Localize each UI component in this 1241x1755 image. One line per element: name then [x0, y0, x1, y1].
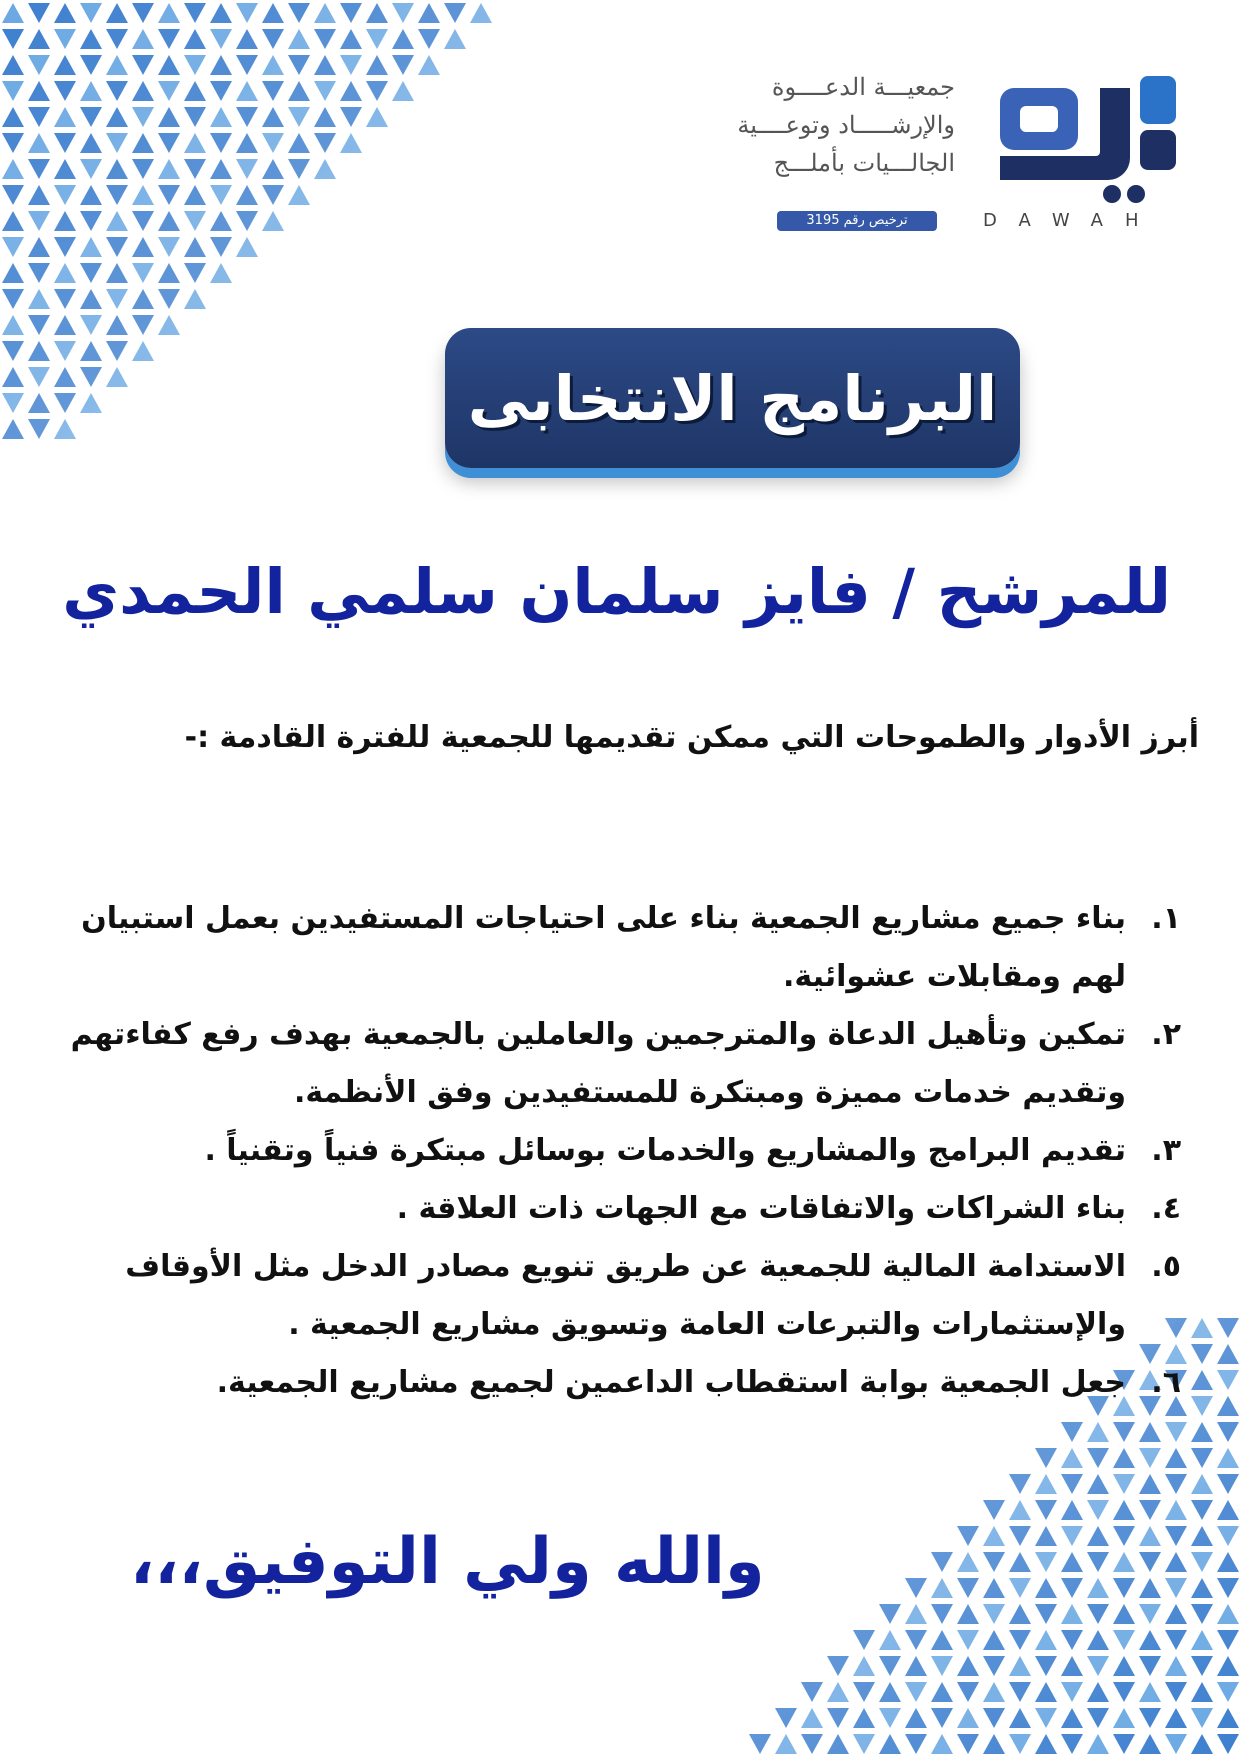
dawah-emblem-icon — [990, 70, 1190, 210]
item-number: ١. — [1151, 901, 1181, 936]
item-number: ٥. — [1151, 1249, 1181, 1284]
list-item — [51, 1354, 1181, 1412]
organization-logo — [735, 50, 1195, 250]
item-number: ٣. — [1151, 1133, 1181, 1168]
candidate-heading: للمرشح / فايز سلمان سلمي الحمدي — [62, 555, 1171, 628]
item-text: تمكين وتأهيل الدعاة والمترجمين والعاملين بالجمعية بهدف رفع كفاءتهم وتقديم خدمات مميزة ومبتكرة للمستفيدين وفق الأنظمة. — [70, 1017, 1126, 1110]
org-name-line-2: والإرشـــــاد وتوعــــية — [737, 111, 955, 139]
list-item — [51, 1180, 1181, 1238]
goals-list — [51, 890, 1181, 1412]
triangle-pattern-top-left — [0, 0, 520, 440]
closing-text: والله ولي التوفيق،،، — [130, 1525, 765, 1599]
item-text: بناء الشراكات والاتفاقات مع الجهات ذات العلاقة . — [396, 1191, 1126, 1226]
item-text: تقديم البرامج والمشاريع والخدمات بوسائل مبتكرة فنياً وتقنياً . — [204, 1133, 1126, 1168]
list-item — [51, 1006, 1181, 1122]
item-number: ٦. — [1151, 1365, 1181, 1400]
org-name-line-1: جمعيـــة الدعــــوة — [771, 73, 955, 101]
intro-text: أبرز الأدوار والطموحات التي ممكن تقديمها للجمعية للفترة القادمة :- — [184, 720, 1199, 755]
organization-name — [737, 68, 955, 182]
org-name-line-3: الجالـــيات بأملـــج — [773, 149, 955, 177]
program-title-banner — [445, 328, 1020, 468]
item-number: ٤. — [1151, 1191, 1181, 1226]
item-text: بناء جميع مشاريع الجمعية بناء على احتياجات المستفيدين بعمل استبيان لهم ومقابلات عشوائية. — [81, 901, 1126, 994]
item-number: ٢. — [1151, 1017, 1181, 1052]
item-text: جعل الجمعية بوابة استقطاب الداعمين لجميع مشاريع الجمعية. — [216, 1365, 1126, 1400]
dawah-wordmark: DAWAH — [983, 210, 1161, 231]
list-item — [51, 1122, 1181, 1180]
list-item — [51, 1238, 1181, 1354]
list-item — [51, 890, 1181, 1006]
program-title: البرنامج الانتخابى — [467, 361, 998, 435]
item-text: الاستدامة المالية للجمعية عن طريق تنويع مصادر الدخل مثل الأوقاف والإستثمارات والتبرعات العامة وتسويق مشاريع الجمعية . — [125, 1249, 1126, 1342]
license-badge: ترخيص رقم 3195 — [777, 211, 937, 231]
